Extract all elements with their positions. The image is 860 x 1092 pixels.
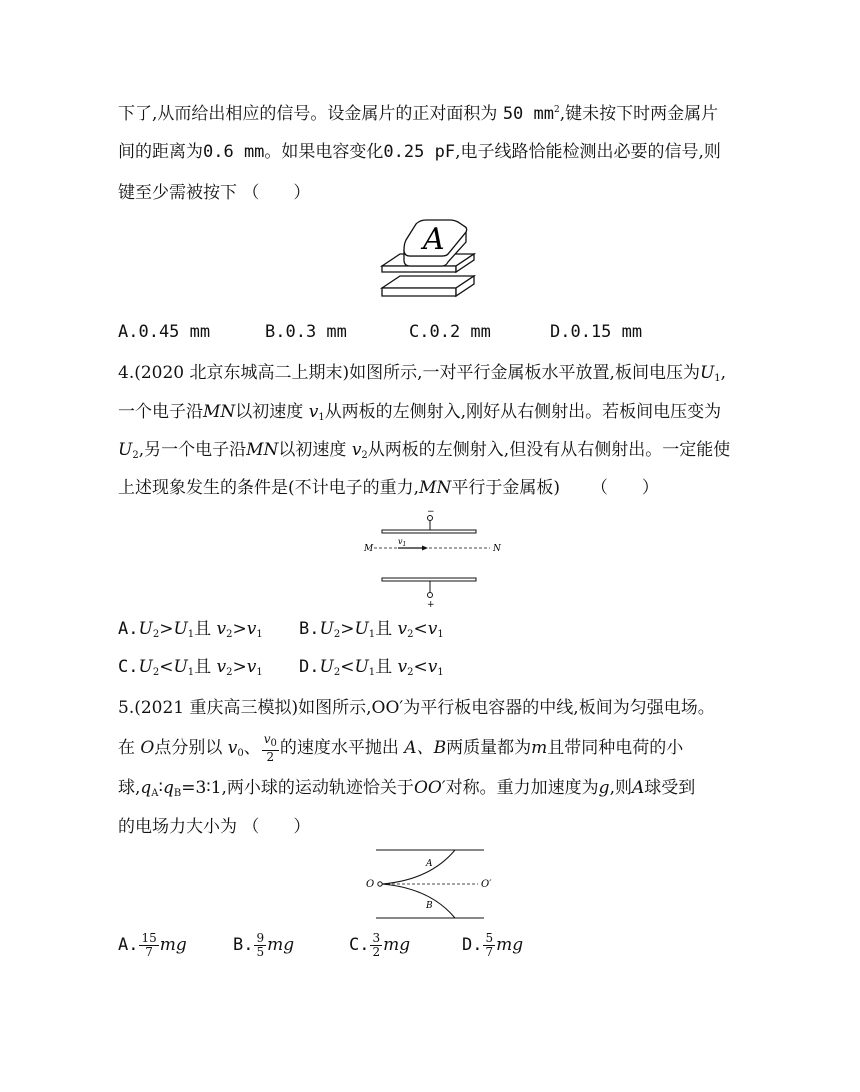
q5-option-b: B. $\frac{9}{5}$ mg (233, 931, 295, 959)
capacitance-value: 0.25 pF (383, 142, 456, 162)
text: 。如果电容变化 (264, 142, 384, 162)
text: 上述现象发生的条件是(不计电子的重力, (118, 478, 420, 498)
q5-option-d: D. $\frac{5}{7}$ mg (462, 931, 524, 959)
q5-line-1 (118, 696, 715, 720)
bottom-terminal-sign: + (427, 600, 435, 610)
q3-option-a: A.0.45 mm (118, 322, 211, 342)
text: , (720, 363, 727, 383)
q4-option-d: $D.U_2<U_1$且 $v_2<v_1$ (299, 657, 444, 678)
text: 以初速度 (235, 402, 304, 422)
text: 间的距离为 (118, 142, 203, 162)
label-m: M (364, 544, 374, 554)
label-a: A (426, 859, 433, 869)
symbol: U (699, 363, 715, 383)
label-o-prime: O′ (481, 879, 492, 890)
q4-option-b: $B.U_2>U_1$且 $v_2<v_1$ (299, 619, 444, 640)
q3-line-3 (118, 181, 310, 205)
text: 平行于金属板) （ ） (451, 478, 659, 498)
symbol: MN (419, 478, 452, 498)
q3-line-1 (118, 98, 718, 126)
distance-value: 0.6 mm (203, 142, 265, 162)
subscript: 1 (714, 373, 721, 384)
symbol: v (351, 440, 362, 460)
symbol: MN (246, 440, 279, 460)
text: 以初速度 (278, 440, 347, 460)
top-terminal-sign: − (427, 508, 435, 517)
text: 5.(2021 重庆高三模拟)如图所示,OO′为平行板电容器的中线,板间为匀强电场。 (118, 698, 715, 718)
q3-option-b: B.0.3 mm (265, 322, 347, 342)
fraction-v0-over-2: $\frac{v_0}{2}$ (263, 732, 277, 764)
q5-line-4 (118, 815, 310, 839)
q4-option-c: $C.U_2<U_1$且 $v_2>v_1$ (118, 657, 263, 678)
symbol: MN (203, 402, 236, 422)
q5-option-c: C. $\frac{3}{2}$ mg (349, 931, 411, 959)
text: ,键未按下时两金属片 (559, 104, 719, 124)
text: 下了,从而给出相应的信号。设金属片的正对面积为 (118, 104, 498, 124)
q3-option-c: C.0.2 mm (409, 322, 491, 342)
area-value: 50 mm (502, 104, 554, 124)
text: 从两板的左侧射入,但没有从右侧射出。一定能使 (367, 440, 731, 460)
symbol: v (308, 402, 319, 422)
text: 键至少需被按下 （ ） (118, 183, 311, 203)
q4-line-2 (118, 400, 721, 430)
text: 从两板的左侧射入,刚好从右侧射出。若板间电压变为 (324, 402, 722, 422)
subscript: 1 (318, 412, 325, 423)
text: 一个电子沿 (118, 402, 203, 422)
parallel-plates-figure (352, 508, 512, 612)
q3-line-2 (118, 140, 721, 164)
trajectory-figure (360, 846, 500, 922)
subscript: 2 (132, 450, 139, 461)
text: 的电场力大小为 （ ） (118, 817, 311, 837)
q5-line-2: 在 O点分别以 $v_0$、 $\frac{v_0}{2}$ 的速度水平抛出 A、B两质量都为m且带同种电荷的小 (118, 732, 684, 764)
q4-line-3 (118, 438, 730, 468)
symbol: U (118, 440, 133, 460)
q4-option-a: $A.U_2>U_1$且 $v_2>v_1$ (118, 619, 263, 640)
label-b: B (426, 901, 433, 911)
subscript: 2 (361, 450, 368, 461)
velocity-label: $v_1$ (398, 537, 407, 548)
text: 4.(2020 北京东城高二上期末)如图所示,一对平行金属板水平放置,板间电压为 (118, 363, 700, 383)
label-n: N (493, 544, 501, 554)
text: ,电子线路恰能检测出必要的信号,则 (455, 142, 721, 162)
q4-line-1 (118, 361, 726, 391)
q3-option-d: D.0.15 mm (550, 322, 643, 342)
q5-option-a: A. $\frac{15}{7}$ mg (118, 931, 187, 959)
text: ,另一个电子沿 (138, 440, 247, 460)
q4-line-4 (118, 476, 659, 500)
q5-line-3: 球$,q_A∶q_B=3∶1$,两小球的运动轨迹恰关于OO′对称。重力加速度为g,则A球受到 (118, 778, 696, 799)
exponent: 2 (554, 105, 560, 115)
key-letter: A (423, 222, 445, 257)
label-o: O (366, 879, 375, 890)
keyboard-key-figure (374, 214, 484, 306)
